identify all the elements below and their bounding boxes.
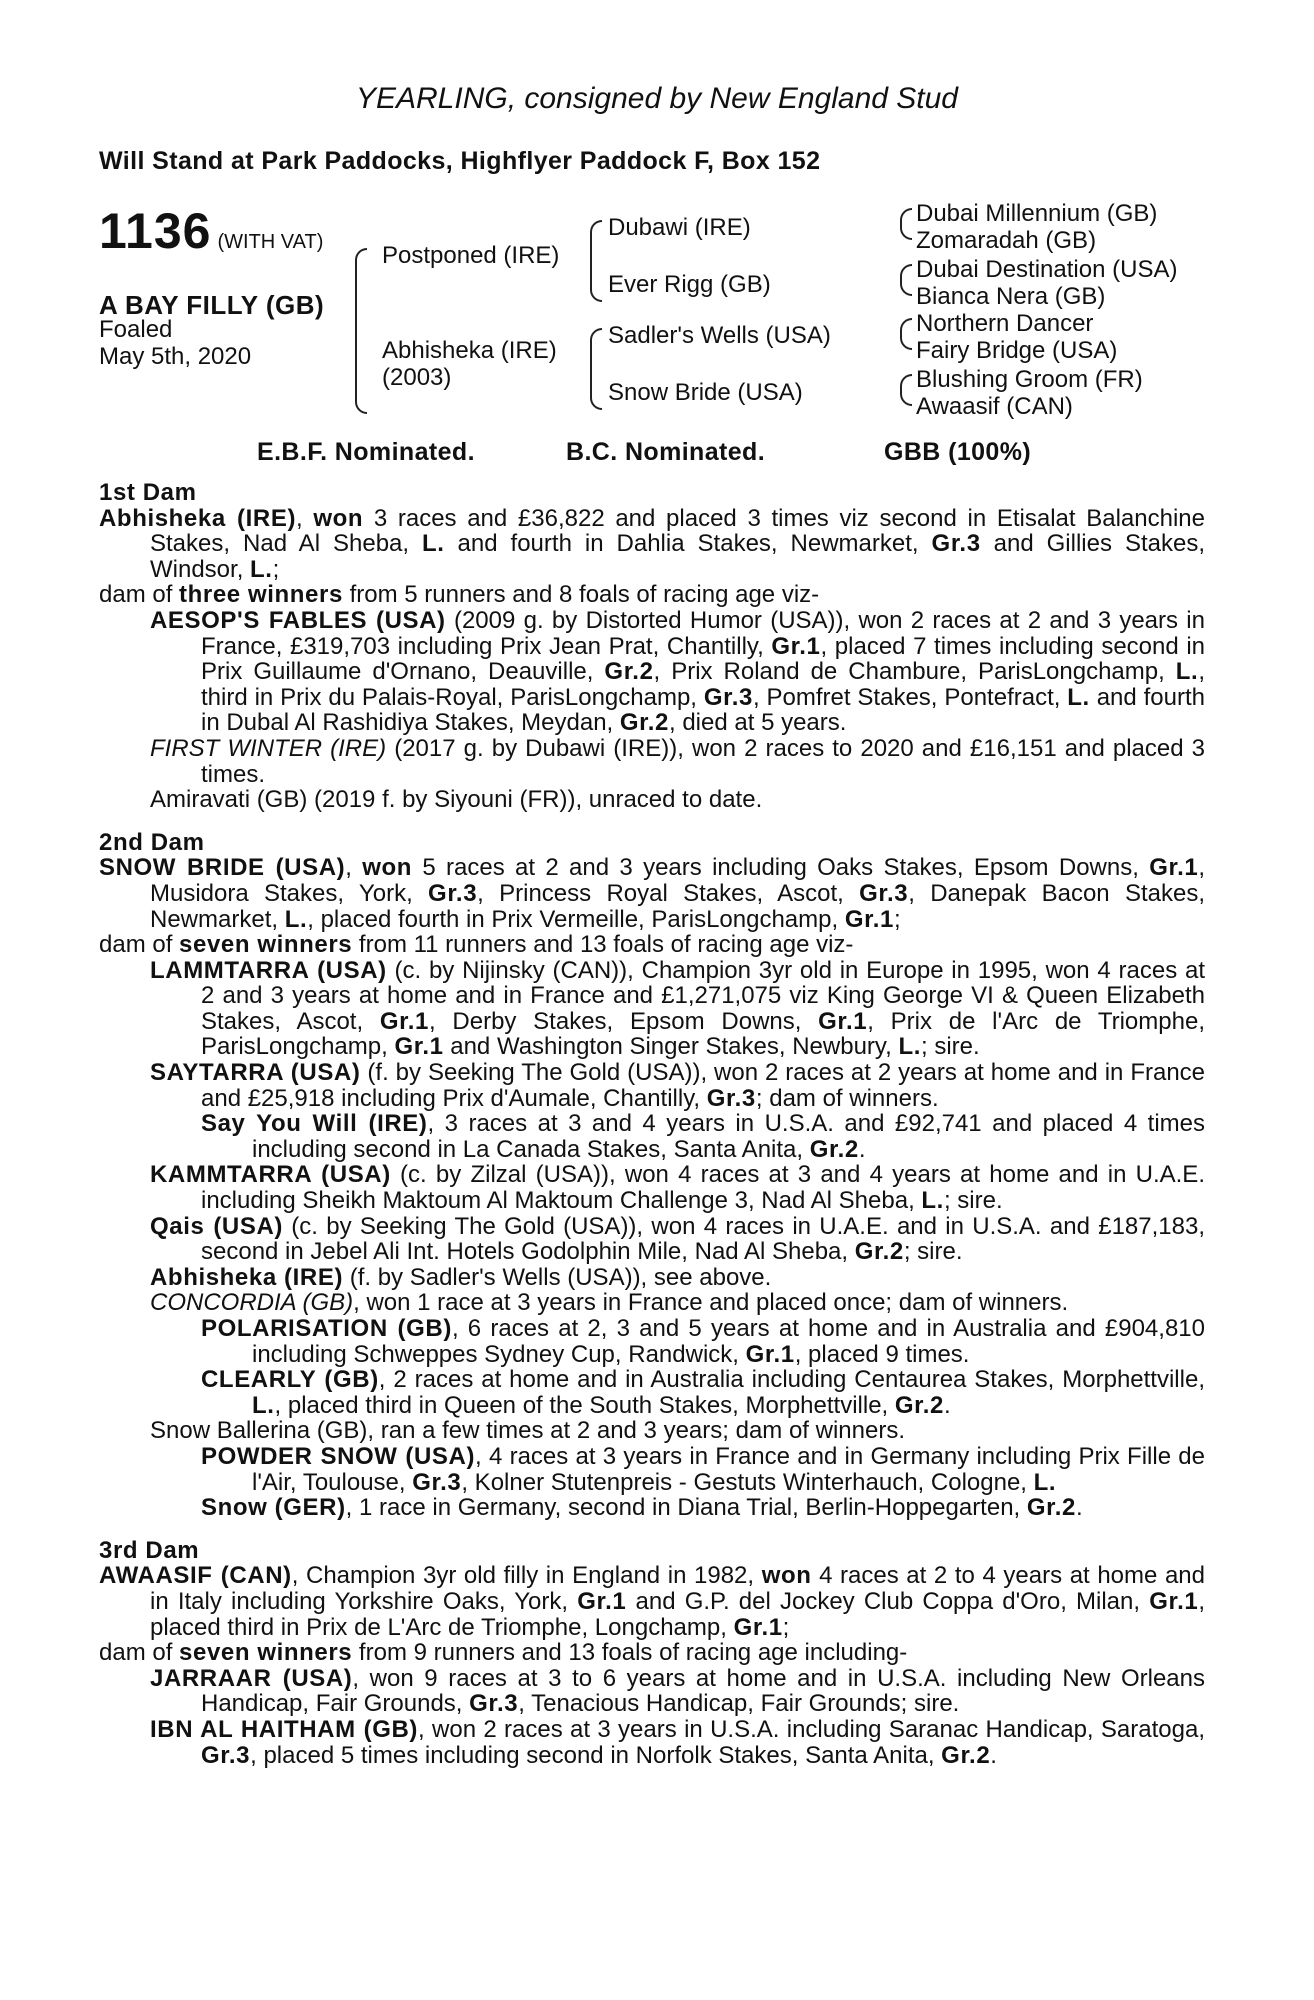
dam-heading: 3rd Dam	[99, 1536, 200, 1564]
gbb-rating: GBB (100%)	[884, 438, 1032, 466]
vat-label: (WITH VAT)	[217, 231, 324, 253]
pedigree-brace	[900, 264, 912, 296]
foaled-label: Foaled	[99, 316, 173, 343]
produce-record: SAYTARRA (USA) (f. by Seeking The Gold (USA)), won 2 races at 2 years at home and in France and £25,918 including Prix d'Aumale, Chantilly, Gr.3; dam of winners.	[150, 1059, 1206, 1112]
catalogue-text	[99, 480, 1205, 1768]
great-grandparent: Dubai Destination (USA)	[916, 256, 1178, 283]
great-grandparent: Bianca Nera (GB)	[916, 283, 1106, 310]
dam-heading: 2nd Dam	[99, 828, 205, 856]
produce-record: CLEARLY (GB), 2 races at home and in Australia including Centaurea Stakes, Morphettville, L., placed third in Queen of the South Stakes, Morphettville, Gr.2.	[201, 1366, 1205, 1419]
great-grandparent: Northern Dancer	[916, 310, 1094, 337]
sire-sire: Dubawi (IRE)	[608, 214, 751, 241]
dam-foal-year: (2003)	[382, 364, 452, 391]
dam-record: Abhisheka (IRE), won 3 races and £36,822 and placed 3 times viz second in Etisalat Balanchine Stakes, Nad Al Sheba, L. and fourth in Dahlia Stakes, Newmarket, Gr.3 and Gillies Stakes, Windsor, L.;	[99, 504, 1205, 583]
produce-record: CONCORDIA (GB), won 1 race at 3 years in France and placed once; dam of winners.	[150, 1289, 1069, 1317]
pedigree-brace	[900, 208, 912, 240]
ebf-nomination: E.B.F. Nominated.	[257, 438, 475, 466]
lot-number: 1136	[99, 203, 212, 259]
pedigree-brace	[900, 318, 912, 350]
bc-nomination: B.C. Nominated.	[566, 438, 766, 466]
pedigree-brace	[590, 220, 602, 302]
great-grandparent: Fairy Bridge (USA)	[916, 337, 1118, 364]
dam-record: dam of three winners from 5 runners and 8 foals of racing age viz-	[99, 581, 820, 609]
produce-record: AESOP'S FABLES (USA) (2009 g. by Distorted Humor (USA)), won 2 races at 2 and 3 years in France, £319,703 including Prix Jean Prat, Chantilly, Gr.1, placed 7 times including second in Prix Guillaume d'Ornano, Deauville, Gr.2, Prix Roland de Chambure, ParisLongchamp, L., third in Prix du Palais-Royal, ParisLongchamp, Gr.3, Pomfret Stakes, Pontefract, L. and fourth in Dubal Al Rashidiya Stakes, Meydan, Gr.2, died at 5 years.	[150, 606, 1206, 737]
produce-record: IBN AL HAITHAM (GB), won 2 races at 3 years in U.S.A. including Saranac Handicap, Saratoga, Gr.3, placed 5 times including second in Norfolk Stakes, Santa Anita, Gr.2.	[150, 1715, 1205, 1769]
great-grandparent: Zomaradah (GB)	[916, 227, 1097, 254]
produce-record: LAMMTARRA (USA) (c. by Nijinsky (CAN)), Champion 3yr old in Europe in 1995, won 4 races at 2 and 3 years at home and in France and £1,271,075 viz King George VI & Queen Elizabeth Stakes, Ascot, Gr.1, Derby Stakes, Epsom Downs, Gr.1, Prix de l'Arc de Triomphe, ParisLongchamp, Gr.1 and Washington Singer Stakes, Newbury, L.; sire.	[150, 956, 1205, 1061]
sire-dam: Ever Rigg (GB)	[608, 271, 771, 298]
sire: Postponed (IRE)	[382, 242, 560, 269]
foaled-info	[99, 316, 251, 370]
dam-heading: 1st Dam	[99, 479, 197, 506]
produce-record: KAMMTARRA (USA) (c. by Zilzal (USA)), won 4 races at 3 and 4 years at home and in U.A.E. including Sheikh Maktoum Al Maktoum Challenge 3, Nad Al Sheba, L.; sire.	[150, 1161, 1205, 1215]
pedigree-table	[99, 200, 1219, 470]
produce-record: POWDER SNOW (USA), 4 races at 3 years in France and in Germany including Prix Fille de l'Air, Toulouse, Gr.3, Kolner Stutenpreis - Gestuts Winterhauch, Cologne, L.	[201, 1442, 1205, 1496]
lot-header	[99, 202, 323, 260]
dam-record: AWAASIF (CAN), Champion 3yr old filly in England in 1982, won 4 races at 2 to 4 years at home and in Italy including Yorkshire Oaks, York, Gr.1 and G.P. del Jockey Club Coppa d'Oro, Milan, Gr.1, placed third in Prix de L'Arc de Triomphe, Longchamp, Gr.1;	[99, 1562, 1205, 1641]
foaled-date: May 5th, 2020	[99, 343, 252, 370]
pedigree-brace	[900, 374, 912, 406]
produce-record: FIRST WINTER (IRE) (2017 g. by Dubawi (IRE)), won 2 races to 2020 and £16,151 and placed 3 times.	[150, 734, 1205, 788]
produce-record: Abhisheka (IRE) (f. by Sadler's Wells (USA)), see above.	[150, 1263, 772, 1291]
produce-record: Snow (GER), 1 race in Germany, second in Diana Trial, Berlin-Hoppegarten, Gr.2.	[201, 1494, 1083, 1522]
produce-record: JARRAAR (USA), won 9 races at 3 to 6 years at home and in U.S.A. including New Orleans Handicap, Fair Grounds, Gr.3, Tenacious Handicap, Fair Grounds; sire.	[150, 1664, 1205, 1718]
dam-record: SNOW BRIDE (USA), won 5 races at 2 and 3 years including Oaks Stakes, Epsom Downs, Gr.1, Musidora Stakes, York, Gr.3, Princess Royal Stakes, Ascot, Gr.3, Danepak Bacon Stakes, Newmarket, L., placed fourth in Prix Vermeille, ParisLongchamp, Gr.1;	[99, 854, 1205, 933]
pedigree-brace	[590, 328, 602, 410]
dam-record: dam of seven winners from 11 runners and 13 foals of racing age viz-	[99, 931, 854, 959]
great-grandparent: Blushing Groom (FR)	[916, 366, 1143, 393]
great-grandparent: Awaasif (CAN)	[916, 393, 1073, 420]
produce-record: Amiravati (GB) (2019 f. by Siyouni (FR)), unraced to date.	[150, 786, 763, 814]
dam-sire: Sadler's Wells (USA)	[608, 322, 831, 349]
great-grandparent: Dubai Millennium (GB)	[916, 200, 1158, 227]
horse-name: A BAY FILLY (GB)	[99, 290, 325, 320]
pedigree-brace	[355, 248, 367, 414]
dam-record: dam of seven winners from 9 runners and 13 foals of racing age including-	[99, 1639, 908, 1667]
produce-record: Qais (USA) (c. by Seeking The Gold (USA)), won 4 races in U.A.E. and in U.S.A. and £187,183, second in Jebel Ali Int. Hotels Godolphin Mile, Nad Al Sheba, Gr.2; sire.	[150, 1212, 1205, 1266]
dam-dam: Snow Bride (USA)	[608, 379, 803, 406]
produce-record: Snow Ballerina (GB), ran a few times at 2 and 3 years; dam of winners.	[150, 1417, 906, 1445]
consignment-title: YEARLING, consigned by New England Stud	[355, 82, 958, 115]
produce-record: Say You Will (IRE), 3 races at 3 and 4 years in U.S.A. and £92,741 and placed 4 times including second in La Canada Stakes, Santa Anita, Gr.2.	[201, 1110, 1205, 1163]
produce-record: POLARISATION (GB), 6 races at 2, 3 and 5 years at home and in Australia and £904,810 including Schweppes Sydney Cup, Randwick, Gr.1, placed 9 times.	[201, 1315, 1205, 1368]
stand-location: Will Stand at Park Paddocks, Highflyer Paddock F, Box 152	[99, 147, 821, 175]
dam: Abhisheka (IRE)	[382, 337, 557, 364]
